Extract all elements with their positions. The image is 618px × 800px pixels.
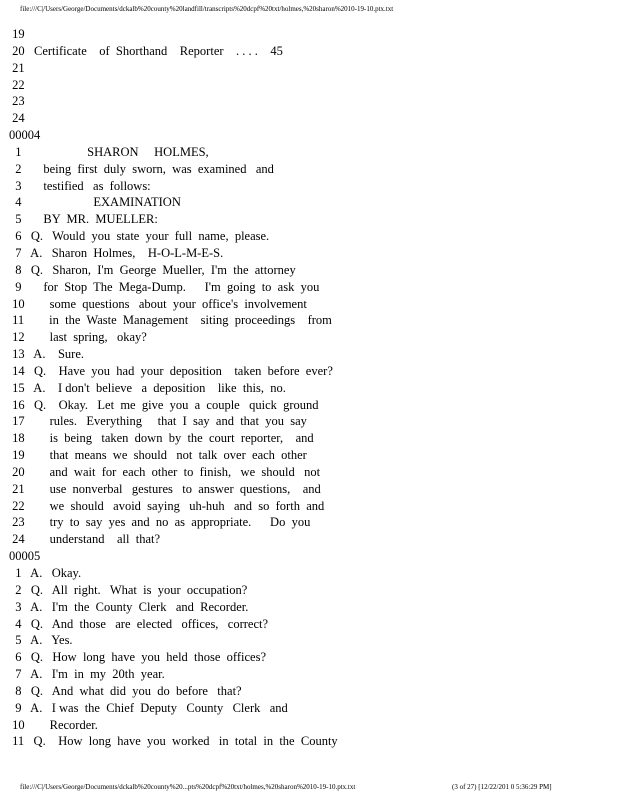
transcript-line: 12 last spring, okay? [9, 330, 147, 345]
transcript-line: 1 A. Okay. [9, 566, 82, 580]
transcript-line: 16 Q. Okay. Let me give you a couple quick ground [9, 397, 319, 412]
page-marker: 00004 [9, 128, 41, 143]
transcript-body [9, 26, 338, 750]
transcript-line: 21 use nonverbal gestures to answer questions, and [9, 481, 321, 496]
transcript-line: 15 A. I don't believe a deposition like this, no. [9, 380, 286, 395]
transcript-line: 9 for Stop The Mega-Dump. I'm going to ask you [9, 279, 320, 294]
transcript-line: 11 Q. How long have you worked in total in the County [9, 734, 338, 749]
transcript-line: 23 try to say yes and no as appropriate. Do you [9, 515, 311, 530]
transcript-line: 5 BY MR. MUELLER: [9, 212, 158, 227]
transcript-line: 10 some questions about your office's involvement [9, 296, 307, 311]
transcript-line: 24 understand all that? [9, 532, 161, 547]
transcript-line: 8 Q. Sharon, I'm George Mueller, I'm the attorney [9, 262, 296, 277]
transcript-line: 20 Certificate of Shorthand Reporter . . . . 45 [9, 43, 283, 58]
transcript-line: 24 [9, 111, 25, 126]
page-marker: 00005 [9, 549, 41, 564]
transcript-line: 13 A. Sure. [9, 347, 84, 362]
transcript-line: 7 A. I'm in my 20th year. [9, 667, 165, 682]
transcript-line: 14 Q. Have you had your deposition taken before ever? [9, 363, 333, 378]
transcript-line: 8 Q. And what did you do before that? [9, 683, 242, 698]
transcript-line: 19 that means we should not talk over each other [9, 448, 307, 463]
transcript-line: 20 and wait for each other to finish, we should not [9, 464, 321, 479]
page-info-footer: (3 of 27) [12/22/201 0 5:36:29 PM] [452, 783, 552, 791]
transcript-line: 21 [9, 60, 25, 75]
transcript-line: 23 [9, 94, 25, 109]
transcript-line: 4 EXAMINATION [9, 195, 181, 210]
transcript-line: 3 A. I'm the County Clerk and Recorder. [9, 599, 249, 614]
transcript-line: 19 [9, 27, 25, 41]
file-path-footer: file:///C|/Users/George/Documents/dckalb%20county%20...pts%20dcpf%20txt/holmes,%20sharon%2010-19-10.ptx.txt [20, 783, 356, 791]
transcript-line: 2 Q. All right. What is your occupation? [9, 582, 248, 597]
transcript-line: 11 in the Waste Management siting proceedings from [9, 313, 332, 328]
transcript-line: 1 SHARON HOLMES, [9, 144, 209, 159]
transcript-line: 2 being first duly sworn, was examined and [9, 161, 274, 176]
transcript-line: 17 rules. Everything that I say and that you say [9, 414, 307, 429]
transcript-line: 6 Q. Would you state your full name, please. [9, 229, 270, 244]
transcript-line: 4 Q. And those are elected offices, correct? [9, 616, 269, 631]
transcript-line: 3 testified as follows: [9, 178, 151, 193]
transcript-line: 10 Recorder. [9, 717, 98, 732]
transcript-line: 18 is being taken down by the court reporter, and [9, 431, 314, 446]
transcript-line: 22 [9, 77, 25, 92]
transcript-line: 7 A. Sharon Holmes, H-O-L-M-E-S. [9, 245, 224, 260]
transcript-line: 22 we should avoid saying uh-huh and so forth and [9, 498, 325, 513]
transcript-line: 6 Q. How long have you held those offices? [9, 650, 267, 665]
file-path-header: file:///C|/Users/George/Documents/dckalb%20county%20landfill/transcripts%20dcpf%20txt/holmes,%20sharon%2010-19-10.ptx.txt [20, 5, 394, 13]
transcript-line: 5 A. Yes. [9, 633, 73, 648]
transcript-line: 9 A. I was the Chief Deputy County Clerk and [9, 700, 288, 715]
